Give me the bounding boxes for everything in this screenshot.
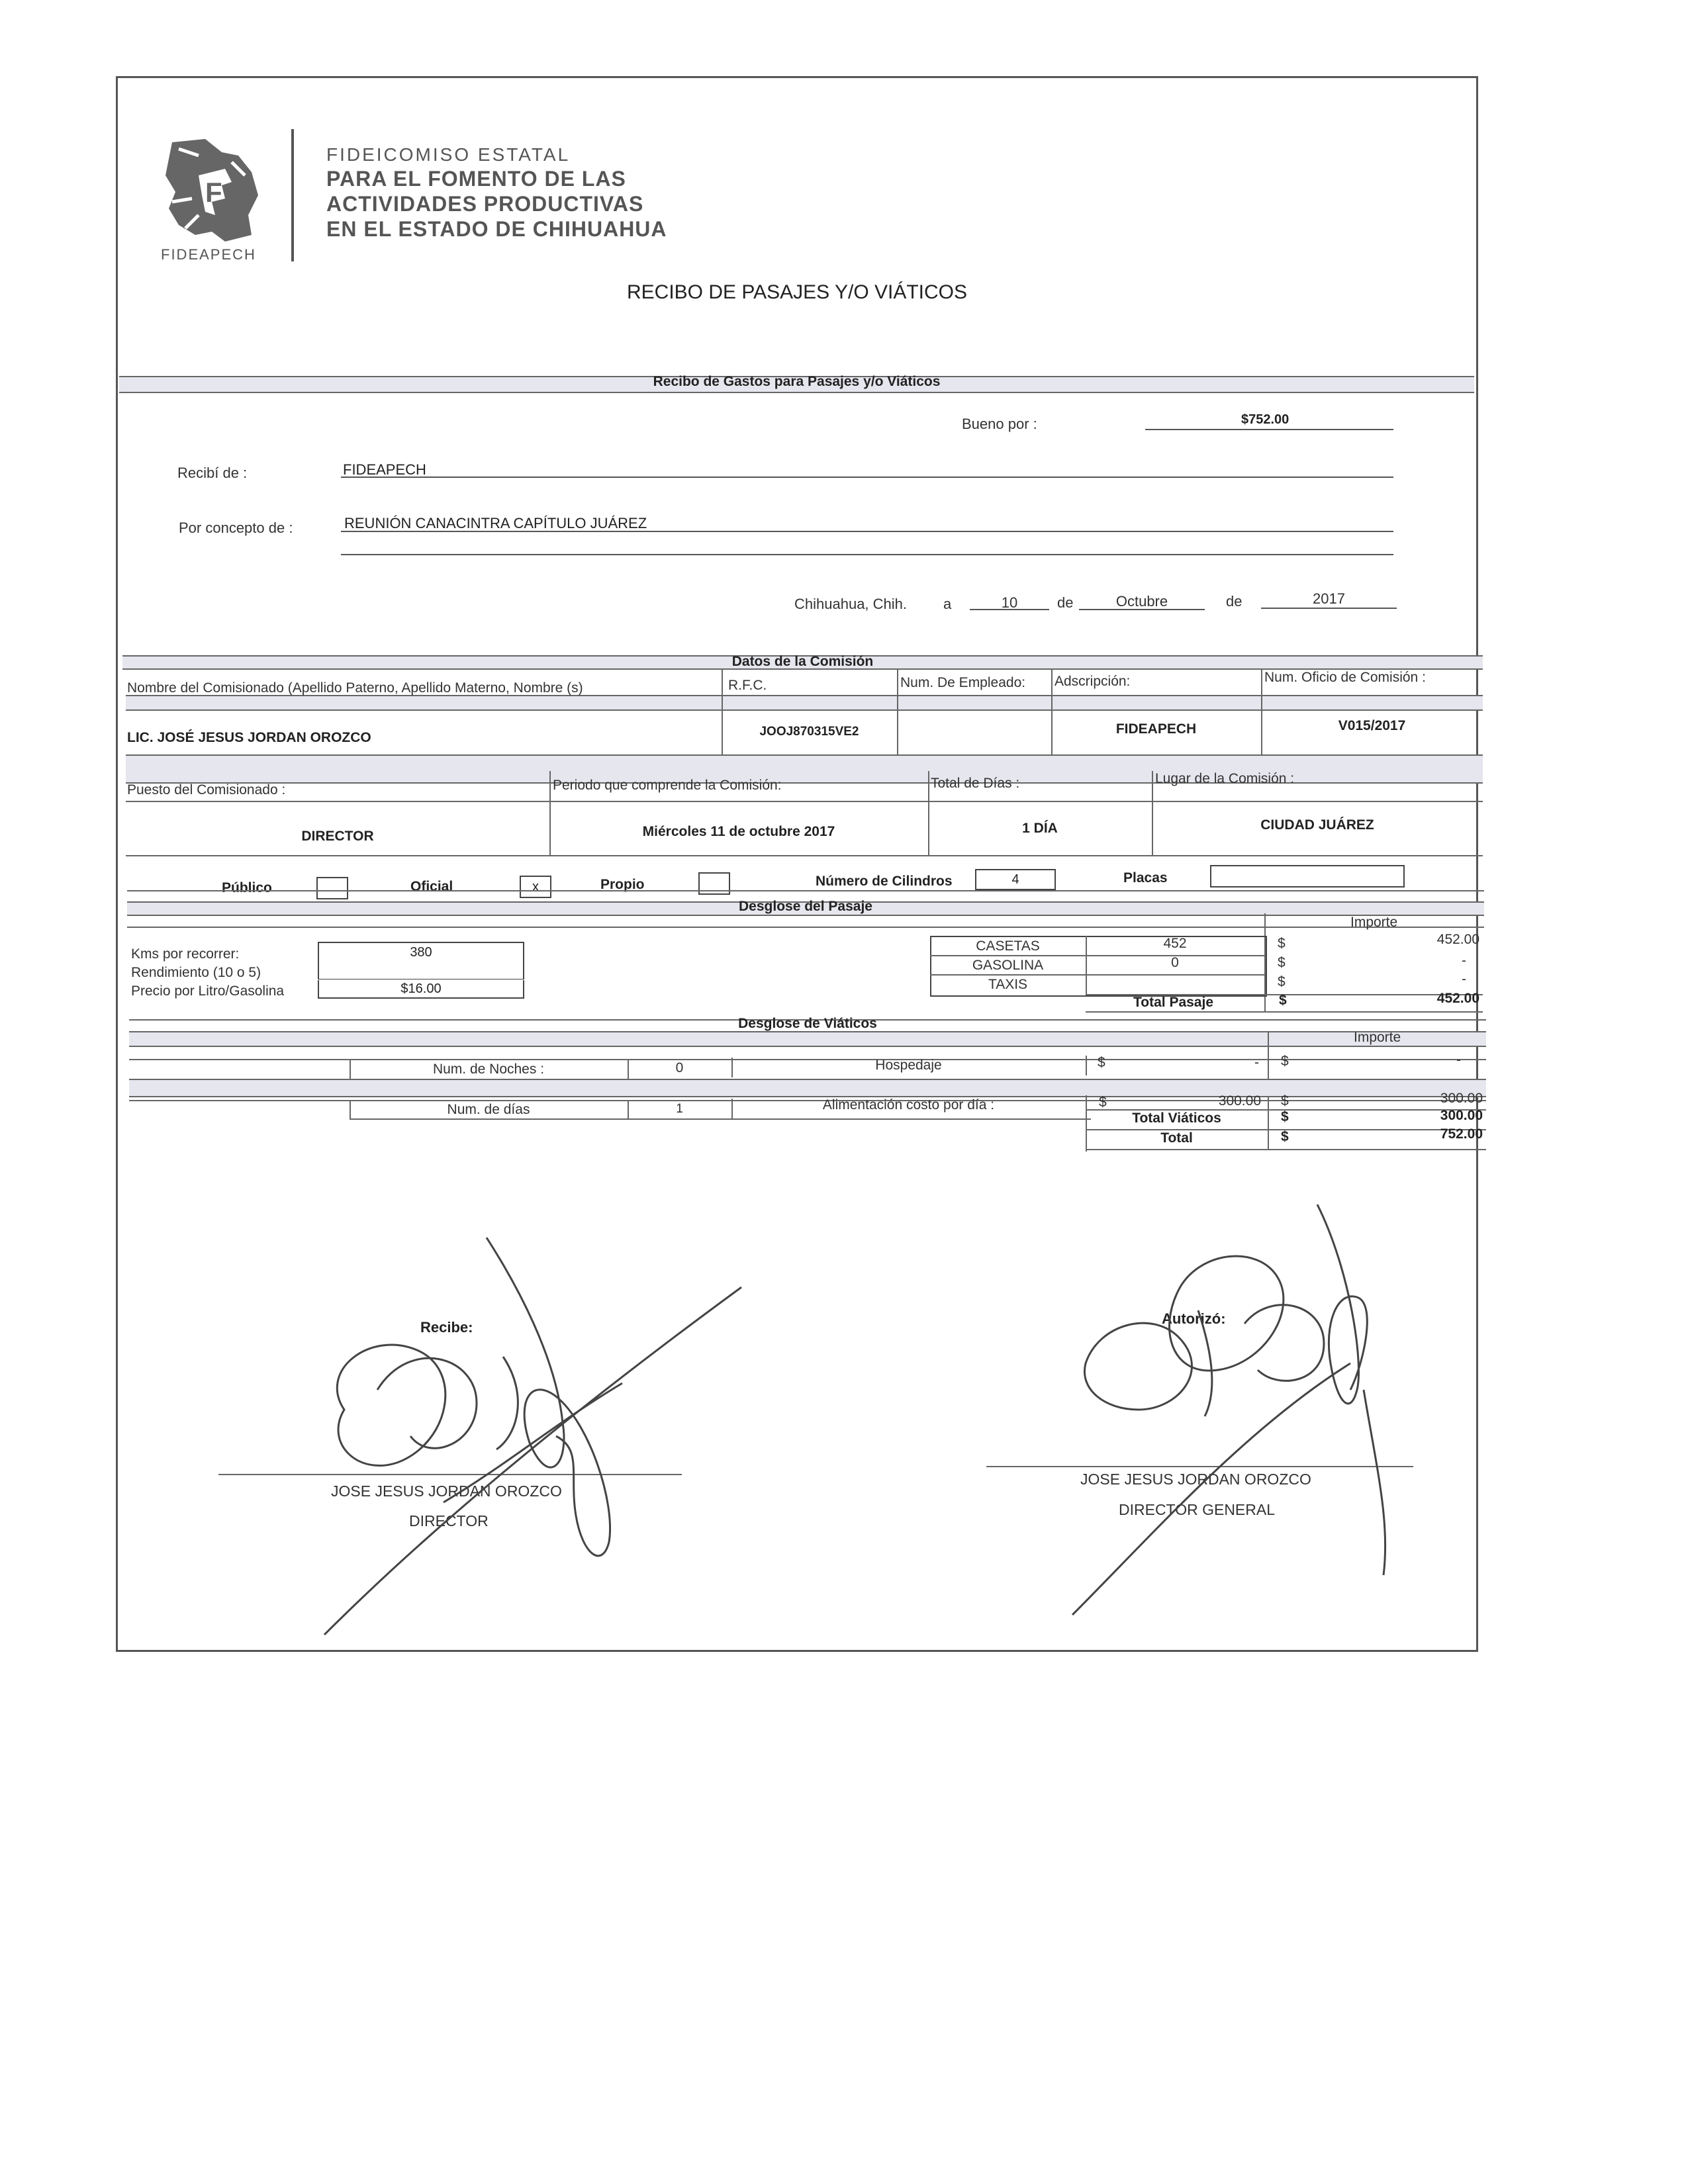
header-empleado: Num. De Empleado: (900, 675, 1026, 690)
org-line-2: PARA EL FOMENTO DE LAS (326, 167, 626, 191)
kms-label: Kms por recorrer: (131, 946, 240, 962)
month-value: Octubre (1115, 593, 1168, 610)
svg-text:F: F (205, 177, 222, 208)
de-label-2: de (1226, 593, 1243, 610)
alim-cost: 300.00 (1218, 1093, 1261, 1109)
concepto-line-2 (341, 554, 1393, 555)
recibe-name: JOSE JESUS JORDAN OROZCO (331, 1482, 562, 1500)
alim-label: Alimentación costo por día : (822, 1097, 995, 1113)
dias-value: 1 DÍA (1022, 821, 1058, 836)
oficial-label: Oficial (410, 879, 453, 894)
nombre-value: LIC. JOSÉ JESUS JORDAN OROZCO (127, 730, 371, 745)
viaticos-importe-label: Importe (1354, 1030, 1401, 1045)
header-lugar: Lugar de la Comisión : (1155, 771, 1295, 786)
taxis-amount: - (1462, 972, 1466, 987)
hospedaje-imp-cur: $ (1281, 1054, 1289, 1069)
placas-label: Placas (1123, 870, 1168, 886)
lugar-value: CIUDAD JUÁREZ (1260, 817, 1374, 833)
autorizo-name: JOSE JESUS JORDAN OROZCO (1080, 1471, 1311, 1488)
header-puesto: Puesto del Comisionado : (127, 782, 286, 797)
total-pasaje-bottom (1086, 1011, 1483, 1013)
place-label: Chihuahua, Chih. (794, 596, 908, 612)
cilindros-input[interactable]: 4 (975, 869, 1056, 890)
pasaje-section-title: Desglose del Pasaje (739, 899, 872, 914)
commission-col-2 (897, 668, 898, 754)
recibe-title: DIRECTOR (409, 1512, 489, 1529)
pasaje-table-row-2 (930, 974, 1264, 976)
casetas-label: CASETAS (976, 938, 1040, 954)
total-cur: $ (1281, 1129, 1289, 1144)
header-divider (291, 129, 294, 261)
dias-row-bottom (350, 1118, 1091, 1120)
rend-input[interactable] (318, 962, 524, 979)
oficial-checkbox[interactable]: x (520, 876, 551, 898)
pasaje-sub-line (127, 927, 1484, 928)
placas-input[interactable] (1210, 865, 1405, 887)
gasolina-qty: 0 (1171, 955, 1179, 970)
pasaje-importe-label: Importe (1350, 915, 1398, 930)
puesto-col-1 (549, 771, 551, 855)
year-line (1261, 608, 1397, 609)
header-dias: Total de Días : (931, 776, 1020, 791)
commission-col-1 (722, 668, 723, 754)
alim-imp: 300.00 (1440, 1091, 1483, 1106)
org-line-3: ACTIVIDADES PRODUCTIVAS (326, 192, 644, 216)
day-value: 10 (1001, 594, 1018, 611)
year-value: 2017 (1313, 590, 1345, 607)
noches-col-4 (1086, 1056, 1087, 1075)
a-label: a (943, 596, 952, 612)
periodo-value: Miércoles 11 de octubre 2017 (642, 824, 835, 839)
puesto-row-bottom (126, 855, 1483, 856)
taxis-label: TAXIS (988, 977, 1028, 992)
header-adscripcion: Adscripción: (1055, 674, 1131, 689)
hospedaje-cur: $ (1098, 1055, 1105, 1070)
total-pasaje-value: 452.00 (1436, 991, 1479, 1006)
gasolina-amount: - (1462, 953, 1466, 968)
concepto-label: Por concepto de : (179, 520, 293, 536)
noches-value: 0 (675, 1060, 684, 1075)
recibe-label: Recibe: (420, 1319, 473, 1336)
commission-col-4 (1261, 668, 1262, 754)
total-viaticos-value: 300.00 (1440, 1108, 1483, 1123)
recibi-de-line (341, 477, 1393, 478)
recibi-de-value: FIDEAPECH (343, 461, 426, 478)
viaticos-band (129, 1031, 1486, 1047)
hospedaje-imp: - (1456, 1052, 1461, 1068)
kms-input[interactable]: 380 (318, 942, 524, 962)
commission-col-3 (1051, 668, 1053, 754)
fideapech-logo (159, 136, 271, 255)
recibi-de-label: Recibí de : (177, 465, 248, 481)
total-pasaje-cur: $ (1279, 993, 1287, 1008)
casetas-qty: 452 (1163, 936, 1187, 951)
total-bottom (1086, 1149, 1486, 1150)
casetas-cur: $ (1278, 936, 1286, 951)
de-label-1: de (1057, 594, 1074, 611)
alim-imp-cur: $ (1281, 1093, 1289, 1109)
bueno-por-value: $752.00 (1241, 412, 1289, 427)
precio-input[interactable]: $16.00 (318, 980, 524, 999)
autorizo-title: DIRECTOR GENERAL (1119, 1501, 1276, 1518)
dias-label: Num. de días (447, 1102, 530, 1117)
oficio-value: V015/2017 (1338, 718, 1406, 733)
alim-cur: $ (1099, 1095, 1107, 1110)
viaticos-section-title: Desglose de Viáticos (738, 1016, 877, 1031)
header-periodo: Periodo que comprende la Comisión: (553, 778, 782, 793)
total-viaticos-cur: $ (1281, 1109, 1289, 1124)
commission-section-title: Datos de la Comisión (731, 654, 874, 669)
org-line-4: EN EL ESTADO DE CHIHUAHUA (326, 217, 667, 241)
total-pasaje-label: Total Pasaje (1133, 995, 1213, 1010)
form-title: RECIBO DE PASAJES Y/O VIÁTICOS (627, 281, 968, 303)
dias-value: 1 (676, 1102, 683, 1116)
precio-label: Precio por Litro/Gasolina (131, 983, 285, 999)
total-viaticos-label: Total Viáticos (1132, 1111, 1221, 1126)
total-label: Total (1160, 1130, 1193, 1146)
gasolina-cur: $ (1278, 955, 1286, 970)
receipt-section-title: Recibo de Gastos para Pasajes y/o Viáticos (653, 374, 941, 389)
commission-spacer-1 (126, 696, 1483, 711)
casetas-amount: 452.00 (1436, 932, 1479, 947)
noches-label: Num. de Noches : (432, 1062, 545, 1077)
hospedaje-label: Hospedaje (875, 1058, 942, 1073)
signature-autorizo (1046, 1191, 1417, 1641)
pasaje-top (127, 890, 1484, 891)
adscripcion-value: FIDEAPECH (1115, 721, 1197, 737)
rend-label: Rendimiento (10 o 5) (131, 965, 261, 980)
signature-recibe (278, 1224, 781, 1648)
taxis-cur: $ (1278, 974, 1286, 989)
puesto-header-bottom (126, 801, 1483, 802)
autorizo-label: Autorizó: (1162, 1310, 1226, 1327)
total-value: 752.00 (1440, 1126, 1483, 1142)
org-line-1: FIDEICOMISO ESTATAL (326, 144, 571, 165)
logo-caption: FIDEAPECH (161, 246, 256, 263)
puesto-value: DIRECTOR (301, 829, 374, 844)
gasolina-label: GASOLINA (972, 958, 1044, 973)
concepto-value: REUNIÓN CANACINTRA CAPÍTULO JUÁREZ (344, 515, 647, 531)
header-nombre: Nombre del Comisionado (Apellido Paterno, Apellido Materno, Nombre (s) (127, 680, 583, 696)
bueno-por-label: Bueno por : (962, 416, 1037, 432)
publico-label: Público (222, 880, 272, 895)
publico-checkbox[interactable] (316, 877, 348, 899)
propio-label: Propio (600, 877, 645, 892)
bueno-por-line (1145, 429, 1393, 430)
puesto-col-2 (928, 771, 929, 855)
puesto-col-3 (1152, 771, 1153, 855)
hospedaje-cost: - (1254, 1055, 1259, 1070)
header-oficio: Num. Oficio de Comisión : (1264, 670, 1426, 685)
header-rfc: R.F.C. (728, 678, 767, 693)
rfc-value: JOOJ870315VE2 (759, 725, 859, 739)
cilindros-label: Número de Cilindros (816, 874, 953, 889)
